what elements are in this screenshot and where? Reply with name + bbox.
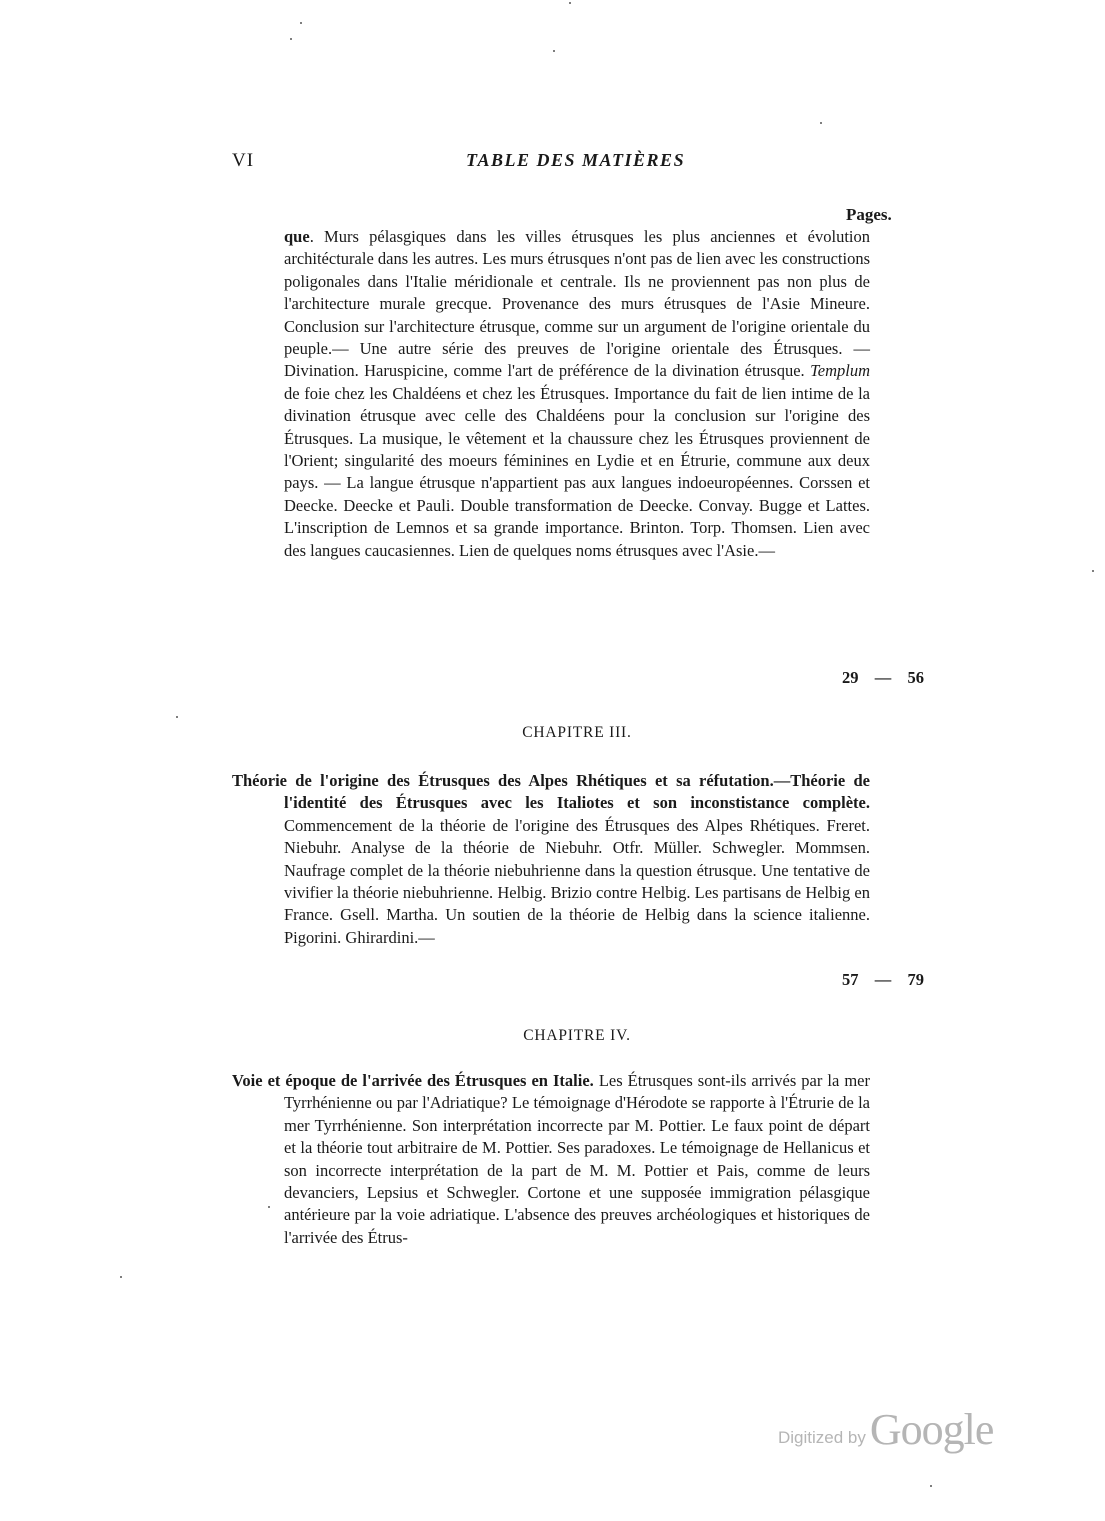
- chapter-heading: CHAPITRE IV.: [523, 1027, 631, 1044]
- speck: [820, 122, 822, 124]
- running-title: TABLE DES MATIÈRES: [466, 150, 686, 170]
- speck: [120, 1276, 122, 1278]
- toc-entry-continuation: [232, 226, 870, 562]
- speck: [300, 22, 302, 24]
- page-start: 29: [842, 668, 859, 687]
- speck: [176, 716, 178, 718]
- google-logo: Google: [869, 1405, 994, 1454]
- page-number: VI: [232, 150, 255, 171]
- entry-title: Voie et époque de l'arrivée des Étrusques en Italie.: [232, 1071, 594, 1090]
- page-end: 79: [907, 970, 924, 989]
- entry-italic-term: Templum: [810, 361, 870, 381]
- page-end: 56: [907, 668, 924, 687]
- entry-text: Commencement de la théorie de l'origine des Étrusques des Alpes Rhétiques. Freret. Niebuhr. Analyse de la théorie de Niebuhr. Otfr. Müller. Schwegler. Mommsen. Naufrage complet de la théorie niebuhrienne dans la question étrusque. Une tentative de vivifier la théorie niebuhrienne. Helbig. Brizio contre Helbig. Les partisans de Helbig en France. Gsell. Martha. Un soutien de la théorie de Helbig dans la science italienne. Pigorini. Ghirardini.—: [284, 815, 870, 947]
- speck: [553, 50, 555, 52]
- chapter-heading: CHAPITRE III.: [522, 724, 632, 741]
- watermark-prefix: Digitized by: [778, 1428, 866, 1447]
- entry-text-continued: de foie chez les Chaldéens et chez les Étrusques. Importance du fait de lien intime de la divination étrusque avec celle des Chaldéens pour la conclusion sur l'origine des Étrusques. La musique, le vêtement et la chaussure chez les Étrusques proviennent de l'Orient; singularité des moeurs féminines en Lydie et en Étrurie, commune aux deux pays. — La langue étrusque n'appartient pas aux langues indoeuropéennes. Corssen et Deecke. Deecke et Pauli. Double transformation de Deecke. Convay. Bugge et Lattes. L'inscription de Lemnos et sa grande importance. Brinton. Torp. Thomsen. Lien avec des langues caucasiennes. Lien de quelques noms étrusques avec l'Asie.—: [284, 383, 870, 560]
- range-dash: —: [874, 970, 892, 989]
- entry-lead-word: que: [284, 227, 310, 246]
- toc-entry: [232, 770, 870, 949]
- page-range: [842, 970, 924, 990]
- speck: [930, 1485, 932, 1487]
- speck: [569, 2, 571, 4]
- digitized-watermark: [778, 1404, 993, 1455]
- speck: [290, 38, 292, 40]
- page-range: [842, 668, 924, 688]
- pages-column-label: Pages.: [846, 205, 892, 224]
- speck: [1092, 570, 1094, 572]
- toc-entry: [232, 1070, 870, 1249]
- entry-title: Théorie de l'origine des Étrusques des Alpes Rhétiques et sa réfutation.—Théorie de l'identité des Étrusques avec les Italiotes et son inconstistance complète.: [232, 771, 870, 813]
- range-dash: —: [874, 668, 892, 687]
- entry-text: . Murs pélasgiques dans les villes étrusques les plus anciennes et évolution architécturale dans les autres. Les murs étrusques n'ont pas de lien avec les constructions poligonales dans l'Italie méridionale et centrale. Ils ne proviennent pas non plus de l'architecture murale grecque. Provenance des murs étrusques de l'Asie Mineure. Conclusion sur l'architecture étrusque, comme sur un argument de l'origine orientale du peuple.— Une autre série des preuves de l'origine orientale des Étrusques. — Divination. Haruspicine, comme l'art de préférence de la divination étrusque.: [284, 227, 870, 381]
- entry-text: Les Étrusques sont-ils arrivés par la mer Tyrrhénienne ou par l'Adriatique? Le témoignage d'Hérodote se rapporte à l'Étrurie de la mer Tyrrhénienne. Son interprétation incorrecte par M. Pottier. Le faux point de départ et la théorie tout arbitraire de M. Pottier. Ses paradoxes. Le témoignage de Hellanicus et son incorrecte interprétation de la part de M. M. Pottier et Pais, comme de leurs devanciers, Lepsius et Schwegler. Cortone et une supposée immigration pélasgique antérieure par la voie adriatique. L'absence des preuves archéologiques et historiques de l'arrivée des Étrus-: [284, 1071, 870, 1247]
- speck: [268, 1206, 270, 1208]
- page-start: 57: [842, 970, 859, 989]
